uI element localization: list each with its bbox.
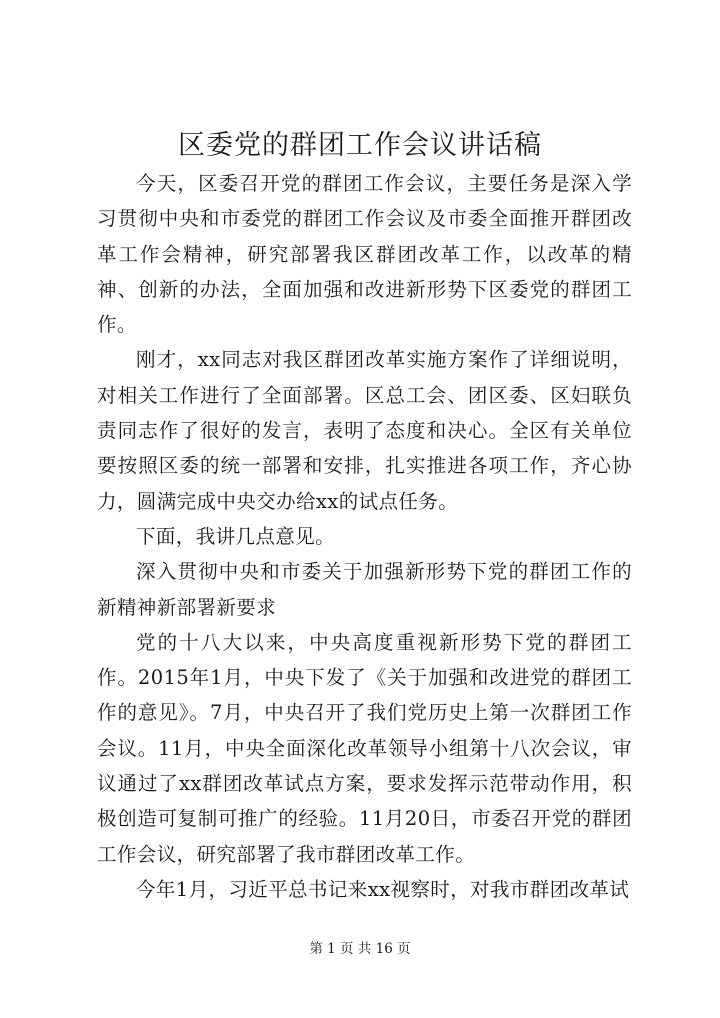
section-heading: 深入贯彻中央和市委关于加强新形势下党的群团工作的新精神新部署新要求 [97, 560, 632, 619]
paragraph: 下面，我讲几点意见。 [136, 524, 336, 548]
document-body [97, 166, 632, 907]
paragraph: 今天，区委召开党的群团工作会议，主要任务是深入学习贯彻中央和市委党的群团工作会议及市委全面推开群团改革工作会精神，研究部署我区群团改革工作，以改革的精神、创新的办法，全面加强和改进新形势下区委党的群团工作。 [97, 172, 632, 337]
paragraph: 今年1月，习近平总书记来xx视察时，对我市群团改革试 [136, 877, 630, 901]
page-number-footer: 第 1 页 共 16 页 [309, 941, 411, 957]
paragraph: 党的十八大以来，中央高度重视新形势下党的群团工作。2015年1月，中央下发了《关于加强和改进党的群团工作的意见》。7月，中央召开了我们党历史上第一次群团工作会议。11月，中央全面深化改革领导小组第十八次会议，审议通过了xx群团改革试点方案，要求发挥示范带动作用，积极创造可复制可推广的经验。11月20日，市委召开党的群团工作会议，研究部署了我市群团改革工作。 [97, 630, 632, 866]
document-title: 区委党的群团工作会议讲话稿 [178, 130, 542, 161]
paragraph: 刚才，xx同志对我区群团改革实施方案作了详细说明，对相关工作进行了全面部署。区总工会、团区委、区妇联负责同志作了很好的发言，表明了态度和决心。全区有关单位要按照区委的统一部署和安排，扎实推进各项工作，齐心协力，圆满完成中央交办给xx的试点任务。 [97, 348, 632, 513]
